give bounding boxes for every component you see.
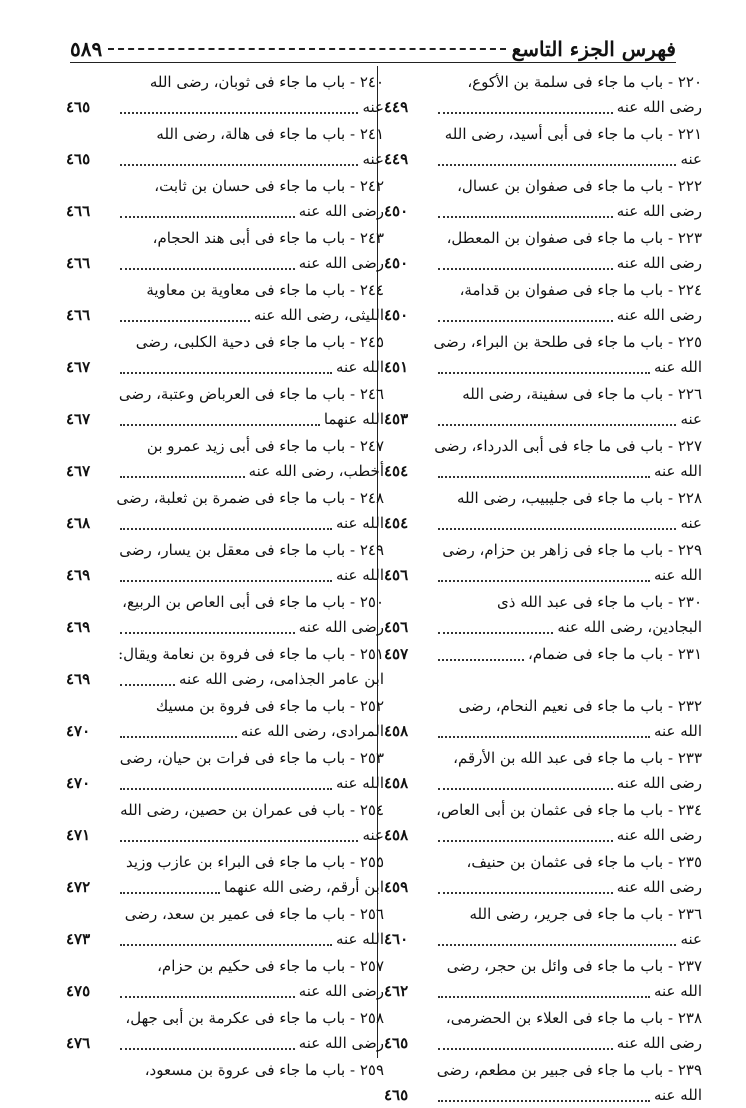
entry-heading: ٢٤٣ - باب ما جاء فى أبى هند الحجام،	[152, 229, 384, 247]
entry-line	[384, 927, 702, 952]
entry-heading: ٢٤٤ - باب ما جاء فى معاوية بن معاوية	[146, 281, 384, 299]
entry-line	[66, 875, 384, 900]
entry-continuation: رضى الله عنه	[298, 982, 384, 1000]
leader-dots	[438, 632, 553, 634]
leader-dots	[120, 424, 320, 426]
leader-dots	[120, 476, 245, 478]
entry-heading: ٢٤٦ - باب ما جاء فى العرباض وعتبة، رضى	[118, 385, 384, 403]
index-entry	[66, 692, 384, 744]
index-entry	[66, 276, 384, 328]
entry-continuation: الله عنه	[653, 358, 702, 376]
entry-continuation: رضى الله عنه	[616, 98, 702, 116]
entry-line	[384, 147, 702, 172]
entry-continuation: عنه	[680, 930, 702, 948]
entry-page-number: ٤٦٩	[66, 618, 91, 636]
entry-continuation: الله عنه	[335, 358, 384, 376]
entry-page-number: ٤٥٦	[384, 618, 409, 636]
leader-dots	[120, 736, 237, 738]
entry-continuation: رضى الله عنه	[616, 878, 702, 896]
index-entry	[384, 432, 702, 484]
entry-continuation: أخطب، رضى الله عنه	[248, 462, 384, 480]
entry-line	[384, 823, 702, 848]
entry-heading: ٢٥٤ - باب فى عمران بن حصين، رضى الله	[120, 801, 384, 819]
entry-heading: ٢٢٣ - باب ما جاء فى صفوان بن المعطل،	[446, 229, 702, 247]
leader-dots	[438, 659, 524, 661]
entry-continuation: رضى الله عنه	[298, 1034, 384, 1052]
header-underline	[70, 62, 676, 63]
entry-heading: ٢٥١ - باب ما جاء فى فروة بن نعامة ويقال:	[118, 645, 384, 663]
entry-continuation: رضى الله عنه	[298, 618, 384, 636]
entry-continuation: عنه	[362, 150, 384, 168]
entry-page-number: ٤٦٥	[66, 150, 91, 168]
index-entry	[384, 640, 702, 692]
entry-page-number: ٤٥٦	[384, 566, 409, 584]
entry-heading: ٢٣٣ - باب ما جاء فى عبد الله بن الأرقم،	[453, 749, 702, 767]
entry-page-number: ٤٥١	[384, 358, 409, 376]
entry-page-number: ٤٥٨	[384, 826, 409, 844]
index-entry	[66, 1056, 384, 1108]
entry-heading: ٢٣٨ - باب ما جاء فى العلاء بن الحضرمى،	[445, 1009, 702, 1027]
entry-continuation: عنه	[680, 514, 702, 532]
entry-page-number: ٤٧٠	[66, 722, 91, 740]
index-entry	[384, 848, 702, 900]
entry-line	[66, 771, 384, 796]
index-entry	[66, 640, 384, 692]
entry-page-number: ٤٦٦	[66, 254, 91, 272]
entry-line	[384, 1083, 702, 1108]
entry-page-number: ٤٦٥	[384, 1034, 409, 1052]
index-entry	[384, 484, 702, 536]
entry-page-number: ٤٦٩	[66, 670, 91, 688]
entry-page-number: ٤٦٨	[66, 514, 91, 532]
entry-line	[66, 1031, 384, 1056]
leader-dots	[438, 476, 650, 478]
entry-heading: ٢٤٢ - باب ما جاء فى حسان بن ثابت،	[154, 177, 384, 195]
entry-page-number: ٤٥٤	[384, 514, 409, 532]
entry-page-number: ٤٦٥	[66, 98, 91, 116]
leader-dots	[120, 788, 332, 790]
entry-heading: ٢٣٢ - باب ما جاء فى نعيم النحام، رضى	[458, 697, 702, 715]
leader-dots	[120, 944, 332, 946]
entry-continuation: رضى الله عنه	[616, 254, 702, 272]
index-entry	[384, 380, 702, 432]
leader-dots	[120, 164, 358, 166]
entry-page-number: ٤٦٦	[66, 202, 91, 220]
leader-dots	[438, 788, 613, 790]
leader-dots	[438, 736, 650, 738]
entry-continuation: المرادى، رضى الله عنه	[240, 722, 384, 740]
header-dash-rule	[108, 48, 505, 50]
leader-dots	[438, 268, 613, 270]
entry-continuation: الله عنه	[335, 774, 384, 792]
entry-line	[384, 251, 702, 276]
index-entry	[66, 1004, 384, 1056]
entry-continuation: رضى الله عنه	[616, 774, 702, 792]
leader-dots	[438, 580, 650, 582]
entry-heading: ٢٣٠ - باب ما جاء فى عبد الله ذى	[497, 593, 702, 611]
entry-page-number: ٤٦٧	[66, 462, 91, 480]
leader-dots	[120, 580, 332, 582]
index-entry	[66, 588, 384, 640]
entry-heading: ٢٤٥ - باب ما جاء فى دحية الكلبى، رضى	[135, 333, 384, 351]
leader-dots	[120, 840, 358, 842]
entry-line	[66, 615, 384, 640]
leader-dots	[120, 216, 295, 218]
entry-page-number: ٤٥٧	[384, 645, 409, 663]
entry-line	[384, 407, 702, 432]
leader-dots	[438, 320, 613, 322]
index-column-left	[66, 68, 384, 1108]
entry-line	[66, 823, 384, 848]
entry-continuation: الليثى، رضى الله عنه	[253, 306, 384, 324]
index-entry	[384, 172, 702, 224]
entry-line	[66, 927, 384, 952]
entry-line	[66, 199, 384, 224]
leader-dots	[438, 112, 613, 114]
index-entry	[384, 68, 702, 120]
entry-page-number: ٤٧٥	[66, 982, 91, 1000]
entry-continuation: رضى الله عنه	[616, 826, 702, 844]
leader-dots	[120, 632, 295, 634]
leader-dots	[438, 996, 650, 998]
leader-dots	[120, 892, 220, 894]
entry-heading: ٢٣٧ - باب ما جاء فى وائل بن حجر، رضى	[446, 957, 702, 975]
entry-page-number: ٤٦٥	[384, 1086, 409, 1104]
leader-dots	[120, 372, 332, 374]
entry-line	[66, 95, 384, 120]
entry-line	[66, 147, 384, 172]
entry-continuation: رضى الله عنه	[298, 254, 384, 272]
entry-continuation: الله عنهما	[323, 410, 384, 428]
leader-dots	[120, 996, 295, 998]
entry-heading: ٢٥٩ - باب ما جاء فى عروة بن مسعود،	[144, 1061, 384, 1079]
entry-continuation: عنه	[362, 826, 384, 844]
entry-page-number: ٤٥٠	[384, 254, 409, 272]
entry-continuation: الله عنه	[335, 930, 384, 948]
entry-heading: ٢٤٧ - باب ما جاء فى أبى زيد عمرو بن	[146, 437, 384, 455]
entry-line	[66, 979, 384, 1004]
leader-dots	[438, 424, 676, 426]
index-entry	[66, 484, 384, 536]
entry-line	[384, 511, 702, 536]
entry-page-number: ٤٦٢	[384, 982, 409, 1000]
index-entry	[66, 796, 384, 848]
entry-line	[384, 979, 702, 1004]
entry-line	[66, 719, 384, 744]
index-entry	[66, 68, 384, 120]
entry-continuation: عنه	[362, 98, 384, 116]
entry-line	[384, 355, 702, 380]
leader-dots	[438, 892, 613, 894]
leader-dots	[438, 944, 676, 946]
index-entry	[66, 952, 384, 1004]
entry-page-number: ٤٧١	[66, 826, 91, 844]
leader-dots	[120, 268, 295, 270]
entry-line	[384, 199, 702, 224]
entry-line	[384, 719, 702, 744]
entry-line	[66, 407, 384, 432]
entry-heading: ٢٢٤ - باب ما جاء فى صفوان بن قدامة،	[459, 281, 702, 299]
entry-line	[384, 615, 702, 640]
entry-line	[66, 303, 384, 328]
entry-heading: ٢٥٧ - باب ما جاء فى حكيم بن حزام،	[157, 957, 384, 975]
entry-continuation: رضى الله عنه	[616, 202, 702, 220]
entry-heading: ٢٥٨ - باب ما جاء فى عكرمة بن أبى جهل،	[125, 1009, 384, 1027]
entry-line	[66, 511, 384, 536]
index-entry	[384, 1004, 702, 1056]
entry-page-number: ٤٥٠	[384, 306, 409, 324]
entry-heading: ٢٥٣ - باب ما جاء فى فرات بن حيان، رضى	[119, 749, 384, 767]
leader-dots	[438, 1048, 613, 1050]
index-entry	[66, 848, 384, 900]
leader-dots	[438, 216, 613, 218]
entry-page-number: ٤٦٩	[66, 566, 91, 584]
entry-line	[384, 303, 702, 328]
entry-heading: ٢٣٥ - باب ما جاء فى عثمان بن حنيف،	[466, 853, 702, 871]
entry-heading: ٢٥٢ - باب ما جاء فى فروة بن مسيك	[155, 697, 384, 715]
entry-continuation: الله عنه	[653, 566, 702, 584]
entry-page-number: ٤٥٨	[384, 774, 409, 792]
index-entry	[66, 120, 384, 172]
index-entry	[384, 900, 702, 952]
entry-continuation: ابن عامر الجذامى، رضى الله عنه	[178, 670, 384, 688]
entry-line	[66, 355, 384, 380]
leader-dots	[438, 528, 676, 530]
entry-line	[384, 642, 702, 667]
entry-page-number: ٤٦٧	[66, 410, 91, 428]
entry-heading: ٢٢٢ - باب ما جاء فى صفوان بن عسال،	[457, 177, 702, 195]
entry-continuation: عنه	[680, 410, 702, 428]
entry-page-number: ٤٦٠	[384, 930, 409, 948]
entry-heading: ٢٢٧ - باب فى ما جاء فى أبى الدرداء، رضى	[434, 437, 702, 455]
entry-heading: ٢٥٦ - باب ما جاء فى عمير بن سعد، رضى	[124, 905, 384, 923]
index-column-right	[384, 68, 702, 1108]
entry-heading: ٢٢١ - باب ما جاء فى أبى أسيد، رضى الله	[444, 125, 702, 143]
index-entry	[384, 536, 702, 588]
leader-dots	[120, 684, 175, 686]
leader-dots	[438, 164, 676, 166]
entry-heading: ٢٢٩ - باب ما جاء فى زاهر بن حزام، رضى	[442, 541, 702, 559]
entry-page-number: ٤٥٣	[384, 410, 409, 428]
index-entry	[384, 796, 702, 848]
index-entry	[384, 588, 702, 640]
entry-continuation: ابن أرقم، رضى الله عنهما	[223, 878, 384, 896]
index-entry	[66, 380, 384, 432]
entry-line	[384, 95, 702, 120]
index-entry	[66, 744, 384, 796]
entry-heading: ٢٢٨ - باب ما جاء فى جليبيب، رضى الله	[456, 489, 702, 507]
entry-continuation: الله عنه	[335, 514, 384, 532]
entry-continuation: الله عنه	[653, 462, 702, 480]
entry-heading: ٢٣٩ - باب ما جاء فى جبير بن مطعم، رضى	[436, 1061, 702, 1079]
entry-page-number: ٤٧٢	[66, 878, 91, 896]
entry-continuation: عنه	[680, 150, 702, 168]
index-entry	[66, 328, 384, 380]
entry-heading: ٢٣٦ - باب ما جاء فى جرير، رضى الله	[469, 905, 702, 923]
entry-line	[384, 459, 702, 484]
entry-page-number: ٤٧٦	[66, 1034, 91, 1052]
entry-continuation: الله عنه	[335, 566, 384, 584]
entry-line	[66, 563, 384, 588]
entry-page-number: ٤٧٣	[66, 930, 91, 948]
index-entry	[384, 224, 702, 276]
entry-page-number: ٤٥٠	[384, 202, 409, 220]
index-entry	[66, 432, 384, 484]
leader-dots	[120, 112, 358, 114]
entry-page-number: ٤٦٧	[66, 358, 91, 376]
leader-dots	[438, 840, 613, 842]
entry-page-number: ٤٧٠	[66, 774, 91, 792]
entry-page-number: ٤٥٨	[384, 722, 409, 740]
entry-line	[384, 563, 702, 588]
page-title: فهرس الجزء التاسع	[511, 37, 676, 61]
index-entry	[384, 952, 702, 1004]
entry-page-number: ٤٥٤	[384, 462, 409, 480]
entry-continuation: رضى الله عنه	[616, 1034, 702, 1052]
index-entry	[384, 1056, 702, 1108]
entry-page-number: ٤٦٦	[66, 306, 91, 324]
entry-line	[66, 667, 384, 692]
entry-line	[384, 771, 702, 796]
entry-continuation: البجادين، رضى الله عنه	[557, 618, 702, 636]
entry-heading: ٢٢٦ - باب ما جاء فى سفينة، رضى الله	[462, 385, 702, 403]
leader-dots	[120, 528, 332, 530]
index-entry	[384, 692, 702, 744]
index-entry	[384, 328, 702, 380]
entry-continuation: رضى الله عنه	[616, 306, 702, 324]
entry-heading: ٢٣٤ - باب ما جاء فى عثمان بن أبى العاص،	[436, 801, 702, 819]
entry-continuation: الله عنه	[653, 1086, 702, 1104]
entry-continuation: رضى الله عنه	[298, 202, 384, 220]
entry-line	[66, 459, 384, 484]
index-entry	[66, 224, 384, 276]
entry-page-number: ٤٥٩	[384, 878, 409, 896]
entry-line	[66, 251, 384, 276]
entry-heading: ٢٢٠ - باب ما جاء فى سلمة بن الأكوع،	[467, 73, 702, 91]
entry-page-number: ٤٤٩	[384, 98, 409, 116]
page-number: ٥٨٩	[70, 37, 103, 61]
entry-line	[384, 875, 702, 900]
leader-dots	[120, 1048, 295, 1050]
entry-continuation: الله عنه	[653, 722, 702, 740]
leader-dots	[438, 1100, 650, 1102]
entry-heading: ٢٢٥ - باب ما جاء فى طلحة بن البراء، رضى	[433, 333, 702, 351]
entry-heading: ٢٥٠ - باب ما جاء فى أبى العاص بن الربيع،	[122, 593, 384, 611]
index-entry	[66, 536, 384, 588]
entry-line	[384, 1031, 702, 1056]
entry-heading: ٢٤١ - باب ما جاء فى هالة، رضى الله	[156, 125, 384, 143]
index-entry	[66, 172, 384, 224]
entry-heading: ٢٤٨ - باب ما جاء فى ضمرة بن ثعلبة، رضى	[116, 489, 384, 507]
index-entry	[384, 120, 702, 172]
leader-dots	[120, 320, 250, 322]
index-entry	[384, 744, 702, 796]
index-entry	[384, 276, 702, 328]
entry-heading: ٢٤٠ - باب ما جاء فى ثوبان، رضى الله	[149, 73, 384, 91]
leader-dots	[438, 372, 650, 374]
entry-heading: ٢٤٩ - باب ما جاء فى معقل بن يسار، رضى	[119, 541, 384, 559]
page-header	[70, 34, 676, 64]
entry-continuation: الله عنه	[653, 982, 702, 1000]
entry-heading: ٢٥٥ - باب ما جاء فى البراء بن عازب وزيد	[126, 853, 384, 871]
index-entry	[66, 900, 384, 952]
entry-heading: ٢٣١ - باب ما جاء فى ضمام،	[528, 645, 702, 663]
entry-page-number: ٤٤٩	[384, 150, 409, 168]
